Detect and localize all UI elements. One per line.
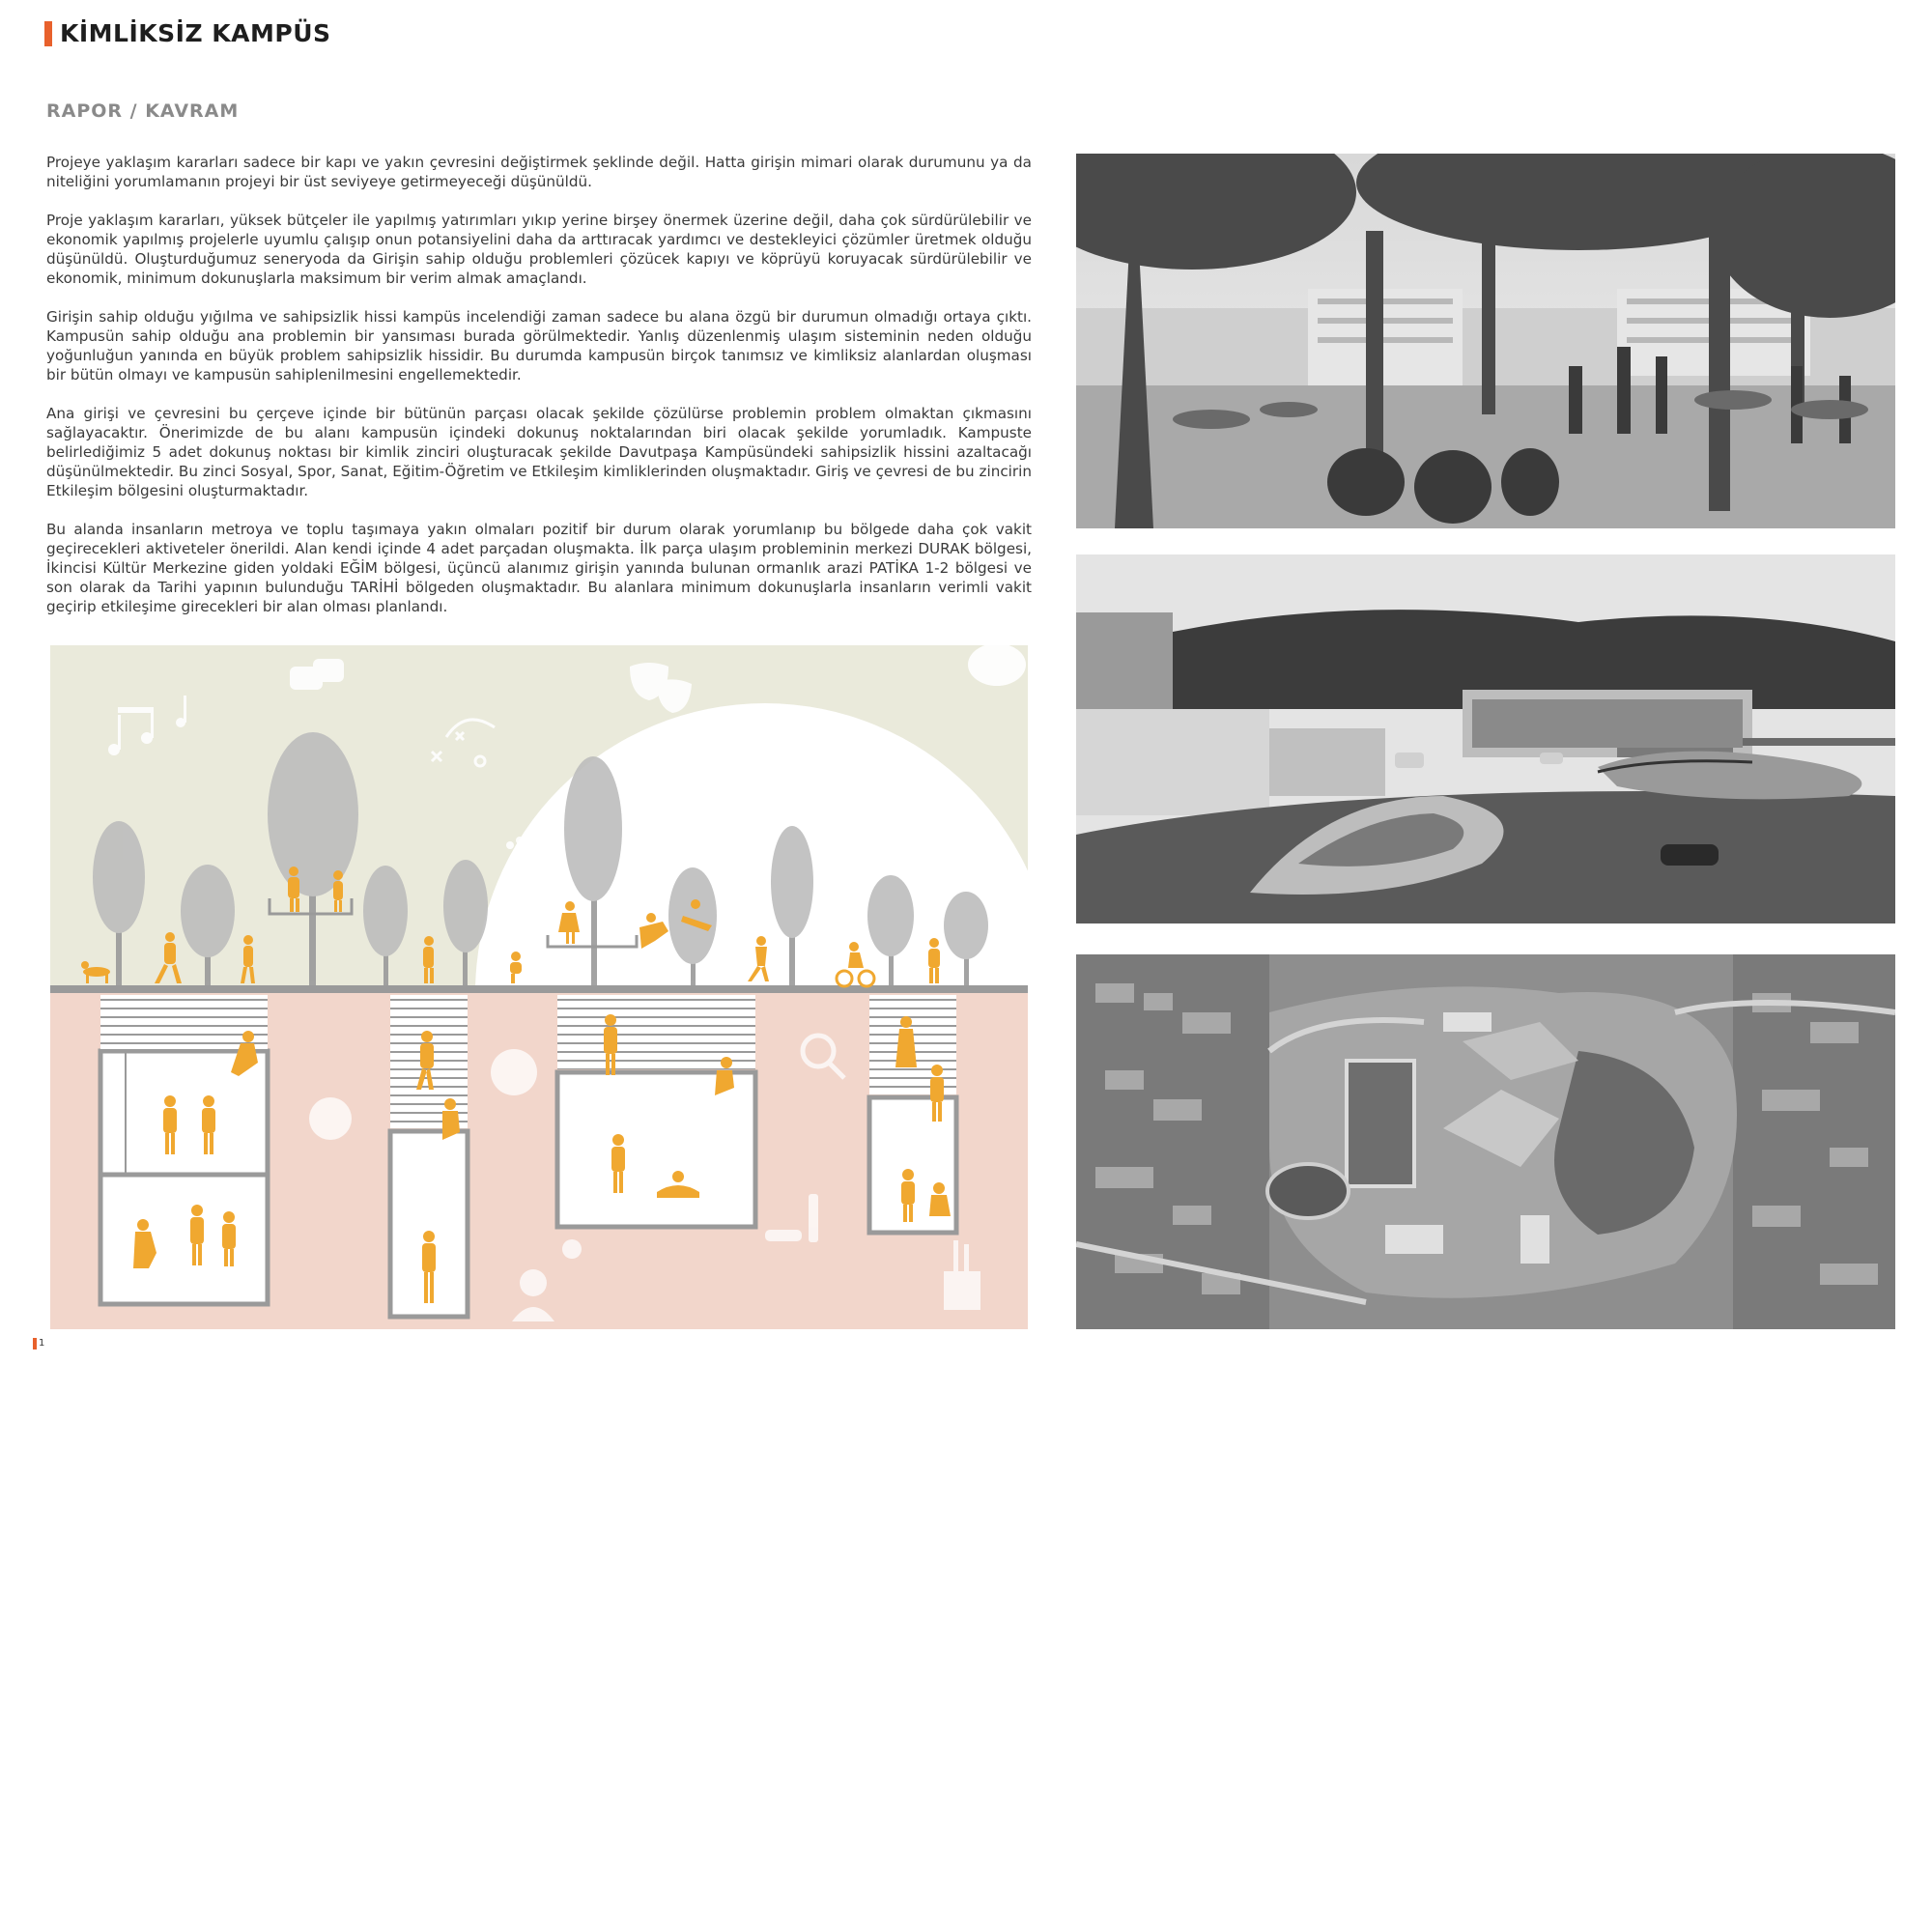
page-title: KİMLİKSİZ KAMPÜS	[60, 19, 331, 47]
report-paragraph: Ana girişi ve çevresini bu çerçeve içinde bir bütünün parçası olacak şekilde çözülürse problemin problem olmaktan çıkmasını sağlayacaktır. Önerimizde de bu alanı kampusün içindeki dokunuş noktalarından biri olacak şekilde yorumladık. Kampuste belirlediğimiz 5 adet dokunuş noktası bir kimlik zinciri oluşturacak şekilde Davutpaşa Kampüsündeki sahipsizlik hissini azaltacağı düşünülmektedir. Bu zinci Sosyal, Spor, Sanat, Eğitim-Öğretim ve Etkileşim kimliklerinden oluşmaktadır. Giriş ve çevresi de bu zincirin Etkileşim bölgesini oluşturmaktadır.	[46, 405, 1032, 499]
stairs	[100, 995, 268, 1049]
concept-section-illustration	[50, 645, 1028, 1329]
report-paragraph: Proje yaklaşım kararları, yüksek bütçeler ile yapılmış yatırımları yıkıp yerine birşey önermek üzerine değil, daha çok sürdürülebilir ve ekonomik yapılmış projelerle uyumlu çalışıp onun potansiyelini daha da arttıracak yardımcı ve destekleyici çözümler üretmek olduğu düşünüldü. Oluşturduğumuz seneryoda da Girişin sahip olduğu problemleri çözücek kapıyı ve köprüyü koruyacak sürdürülebilir ve ekonomik, minimum dokunuşlarla maksimum bir verim almak amaçlandı.	[46, 212, 1032, 287]
report-paragraph: Bu alanda insanların metroya ve toplu taşımaya yakın olmaları pozitif bir durum olarak yorumlanıp bu bölgede daha çok vakit geçirecekleri aktiveteler önerildi. Alan kendi içinde 4 adet parçadan oluşmakta. İlk parça ulaşım probleminin merkezi DURAK bölgesi, İkincisi Kültür Merkezine giden yoldaki EĞİM bölgesi, üçüncü alanımız girişin yanında bulunan ormanlık arazi PATİKA 1-2 bölgesi ve son olarak da Tarihi yapının bulunduğu TARİHİ bölgeden oluşmaktadır. Bu alanlara minimum dokunuşlarla insanların verimli vakit geçirip etkileşime girecekleri bir alan olması planlandı.	[46, 521, 1032, 615]
report-paragraph: Projeye yaklaşım kararları sadece bir kapı ve yakın çevresini değiştirmek şeklinde değil. Hatta girişin mimari olarak durumunu ya da niteliğini yorumlamanın projeyi bir üst seviyeye getirmeyeceği düşünüldü.	[46, 154, 1032, 190]
page-number-accent	[33, 1338, 37, 1350]
ground-rect-icon	[765, 1230, 802, 1241]
ground-line	[50, 985, 1028, 993]
section-subtitle: RAPOR / KAVRAM	[46, 100, 240, 122]
puzzle-head-icon	[491, 1049, 537, 1095]
cell	[557, 1072, 755, 1227]
title-accent-bar	[44, 21, 52, 46]
entrance-roundabout-photo	[1076, 554, 1895, 923]
aerial-map-photo	[1076, 954, 1895, 1329]
globe-icon	[309, 1097, 352, 1140]
page-number: 1	[39, 1338, 45, 1349]
report-text	[46, 153, 1032, 636]
report-paragraph: Girişin sahip olduğu yığılma ve sahipsizlik hissi kampüs incelendiği zaman sadece bu alana özgü bir durumun olmadığı ortaya çıktı. Kampusün sahip olduğu ana problemin bir yansıması burada görülmektedir. Yanlış düzenlenmiş ulaşım sisteminin neden olduğu yoğunluğun yanında en büyük problem sahipsizlik hissidir. Bu durumda kampusün birçok tanımsız ve kimliksiz alanlardan oluşması bir bütün olmayı ve kampusün sahiplenilmesini engellemektedir.	[46, 308, 1032, 384]
cell	[390, 1131, 468, 1317]
brain-icon	[968, 645, 1026, 686]
campus-lawn-photo	[1076, 154, 1895, 528]
pencil-icon	[809, 1194, 818, 1242]
